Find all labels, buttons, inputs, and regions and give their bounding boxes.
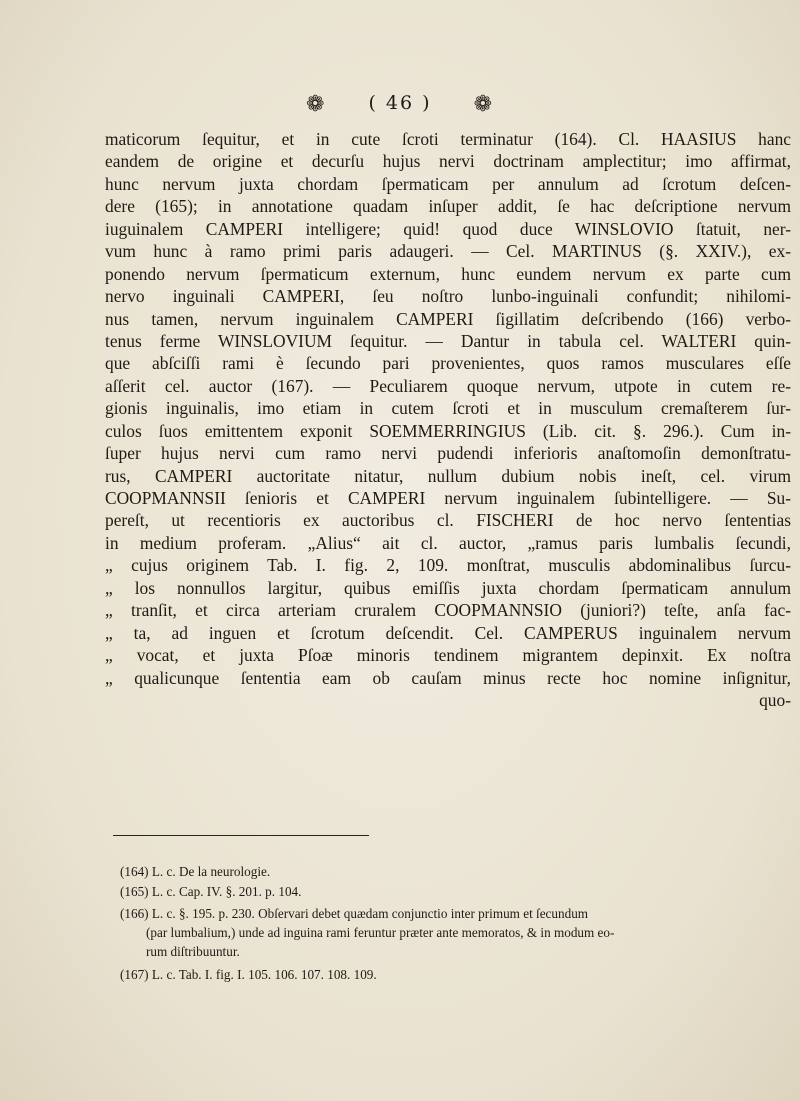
text-line: eandem de origine et decurſu hujus nervi doctrinam amplectitur; imo affirmat, — [105, 151, 791, 172]
text-line: maticorum ſequitur, et in cute ſcroti terminatur (164). Cl. HAASIUS hanc — [105, 129, 791, 149]
text-line: ponendo nervum ſpermaticum externum, hunc eundem nervum ex parte cum — [105, 263, 791, 284]
text-line: „ qualicunque ſententia eam ob cauſam minus recte hoc nomine inſignitur, — [105, 667, 791, 688]
text-line: pereſt, ut recentioris ex auctoribus cl. FISCHERI de hoc nervo ſententias — [105, 510, 791, 531]
text-line: aſſerit cel. auctor (167). — Peculiarem quoque nervum, utpote in cutem re- — [105, 375, 791, 396]
text-line: in medium proferam. „Alius“ ait cl. auctor, „ramus paris lumbalis ſecundi, — [105, 532, 791, 553]
footnote-text: (166) L. c. §. 195. p. 230. Obſervari debet quædam conjunctio inter primum et ſecundum — [120, 906, 589, 921]
footnote-166 — [120, 904, 800, 961]
footnote-165 — [120, 882, 800, 901]
text-line: ſuper hujus nervi cum ramo nervi pudendi inferioris anaſtomoſin demonſtratu- — [105, 443, 791, 464]
ornament-right-icon: ❁ — [473, 92, 495, 117]
text-line: COOPMANNSII ſenioris et CAMPERI nervum inguinalem ſubintelligere. — Su- — [105, 488, 791, 508]
catchword: quo- — [759, 689, 791, 710]
footnote-rule — [113, 835, 369, 836]
text-line: „ vocat, et juxta Pſoæ minoris tendinem migrantem depinxit. Ex noſtra — [105, 645, 791, 666]
text-line: culos ſuos emittentem exponit SOEMMERRINGIUS (Lib. cit. §. 296.). Cum in- — [105, 420, 791, 441]
text-line: „ ta, ad inguen et ſcrotum deſcendit. Cel. CAMPERUS inguinalem nervum — [105, 622, 791, 643]
text-line: vum hunc à ramo primi paris adaugeri. — Cel. MARTINUS (§. XXIV.), ex- — [105, 241, 791, 262]
text-line: hunc nervum juxta chordam ſpermaticam per annulum ad ſcrotum deſcen- — [105, 173, 791, 194]
page-number: ( 46 ) — [368, 92, 432, 114]
footnote-text: (par lumbalium,) unde ad inguina rami feruntur præter ante memoratos, & in modum eo- — [146, 925, 615, 940]
text-line: „ los nonnullos largitur, quibus emiſſis juxta chordam ſpermaticam annulum — [105, 577, 791, 598]
footnote-text: rum diſtribuuntur. — [146, 944, 240, 959]
text-line: rus, CAMPERI auctoritate nitatur, nullum dubium nobis ineſt, cel. virum — [105, 465, 791, 486]
page-header — [0, 92, 800, 117]
text-line: iuguinalem CAMPERI intelligere; quid! quod duce WINSLOVIO ſtatuit, ner- — [105, 218, 791, 239]
footnote-164 — [120, 862, 800, 881]
footnote-text: (167) L. c. Tab. I. fig. I. 105. 106. 107. 108. 109. — [120, 967, 377, 982]
text-line: nus tamen, nervum inguinalem CAMPERI ſigillatim deſcribendo (166) verbo- — [105, 308, 791, 329]
ornament-left-icon: ❁ — [305, 92, 327, 117]
footnote-text: (164) L. c. De la neurologie. — [120, 864, 271, 879]
footnote-text: (165) L. c. Cap. IV. §. 201. p. 104. — [120, 884, 302, 899]
text-line: gionis inguinalis, imo etiam in cutem ſcroti et in musculum cremaſterem ſur- — [105, 398, 791, 419]
text-line: „ tranſit, et circa arteriam cruralem COOPMANNSIO (juniori?) teſte, anſa fac- — [105, 600, 791, 621]
text-line: „ cujus originem Tab. I. fig. 2, 109. monſtrat, musculis abdominalibus ſurcu- — [105, 555, 791, 576]
text-line: que abſciſſi rami è ſecundo pari provenientes, quos ramos musculares eſſe — [105, 353, 791, 374]
text-line: tenus ferme WINSLOVIUM ſequitur. — Dantur in tabula cel. WALTERI quin- — [105, 330, 791, 351]
footnote-167 — [120, 965, 800, 984]
text-line: nervo inguinali CAMPERI, ſeu noſtro lunbo-inguinali confundit; nihilomi- — [105, 286, 791, 307]
text-line: dere (165); in annotatione quadam inſuper addit, ſe hac deſcriptione nervum — [105, 196, 791, 217]
body-text — [105, 128, 791, 711]
